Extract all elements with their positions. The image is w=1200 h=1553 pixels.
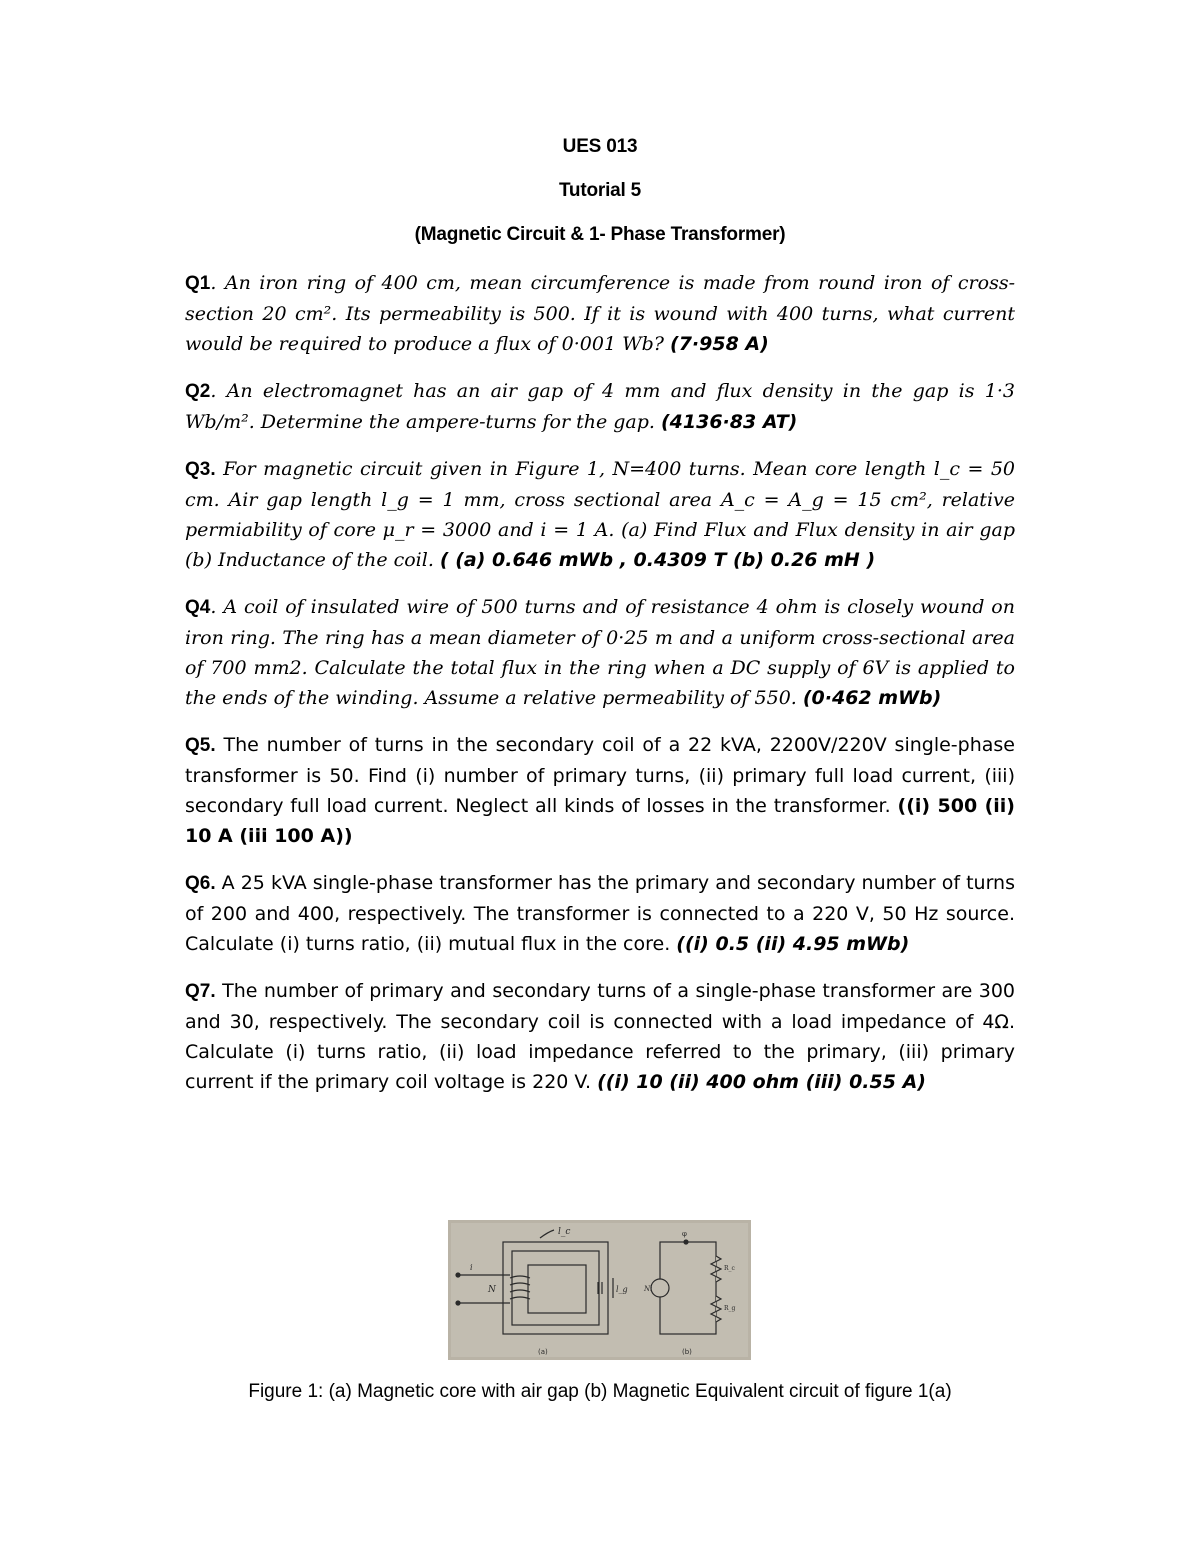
question-answer: ( (a) 0.646 mWb , 0.4309 T (b) 0.26 mH ): [439, 549, 876, 571]
magnetic-circuit-figure: [448, 1220, 751, 1360]
question-label: Q1: [185, 273, 211, 294]
label-lc: l_c: [558, 1227, 571, 1237]
question-label: Q4: [185, 597, 211, 618]
question-text: A 25 kVA single-phase transformer has the primary and secondary number of turns of 200 and 400, respectively. The transformer is connected to a 220 V, 50 Hz source. Calculate (i) turns ratio, (ii) mutual flux in the core.: [185, 872, 1015, 955]
label-a: (a): [538, 1348, 548, 1356]
mmf-source: [651, 1279, 669, 1297]
document-page: [185, 128, 1015, 1097]
label-i: i: [470, 1263, 473, 1272]
figure-caption: Figure 1: (a) Magnetic core with air gap (b) Magnetic Equivalent circuit of figure 1(a): [248, 1381, 952, 1402]
node-dot: [684, 1240, 688, 1244]
terminal: [456, 1301, 460, 1305]
figure-1-image: [448, 1220, 751, 1360]
question-text: . A coil of insulated wire of 500 turns and of resistance 4 ohm is closely wound on iron ring. The ring has a mean diameter of 0·25 m and a uniform cross-sectional area of 700 mm2. Calculate the total flux in the ring when a DC supply of 6V is applied to the ends of the winding. Assume a relative permeability of 550.: [185, 596, 1015, 709]
question-3: [185, 454, 1015, 575]
question-text: For magnetic circuit given in Figure 1, N=400 turns. Mean core length l_c = 50 cm. Air gap length l_g = 1 mm, cross sectional area A_c = A_g = 15 cm², relative permiability of core μ_r = 3000 and i = 1 A. (a) Find Flux and Flux density in air gap (b) Inductance of the coil.: [185, 458, 1015, 571]
tutorial-subtitle: (Magnetic Circuit & 1- Phase Transformer): [414, 224, 786, 245]
question-answer: ((i) 10 (ii) 400 ohm (iii) 0.55 A): [597, 1071, 926, 1093]
question-text: . An electromagnet has an air gap of 4 mm and flux density in the gap is 1·3 Wb/m². Determine the ampere-turns for the gap.: [185, 380, 1015, 433]
question-answer: (4136·83 AT): [660, 411, 798, 433]
question-label: Q7.: [185, 981, 216, 1002]
question-answer: (0·462 mWb): [802, 687, 942, 709]
label-mmf: Ni: [644, 1285, 653, 1293]
tutorial-title: Tutorial 5: [558, 180, 642, 201]
question-label: Q3.: [185, 459, 216, 480]
terminal: [456, 1273, 460, 1277]
question-6: [185, 868, 1015, 959]
label-lg: l_g: [616, 1285, 628, 1294]
question-2: [185, 376, 1015, 437]
question-text: . An iron ring of 400 cm, mean circumference is made from round iron of cross-section 20 cm². Its permeability is 500. If it is wound with 400 turns, what current would be required to produce a flux of 0·001 Wb?: [185, 272, 1015, 355]
question-text: The number of primary and secondary turns of a single-phase transformer are 300 and 30, respectively. The secondary coil is connected with a load impedance of 4Ω. Calculate (i) turns ratio, (ii) load impedance referred to the primary, (iii) primary current if the primary coil voltage is 220 V.: [185, 980, 1015, 1093]
label-N: N: [488, 1285, 496, 1295]
question-answer: ((i) 500 (ii) 10 A (iii 100 A)): [185, 795, 1015, 847]
question-label: Q2: [185, 381, 211, 402]
label-rc: R_c: [724, 1265, 735, 1272]
question-label: Q6.: [185, 873, 216, 894]
question-7: [185, 976, 1015, 1097]
label-phi: φ: [682, 1230, 687, 1238]
question-answer: (7·958 A): [670, 333, 769, 355]
question-4: [185, 592, 1015, 713]
question-answer: ((i) 0.5 (ii) 4.95 mWb): [676, 933, 910, 955]
label-rg: R_g: [724, 1305, 736, 1312]
question-5: [185, 730, 1015, 851]
question-text: The number of turns in the secondary coil of a 22 kVA, 2200V/220V single-phase transformer is 50. Find (i) number of primary turns, (ii) primary full load current, (iii) secondary full load current. Neglect all kinds of losses in the transformer.: [185, 734, 1015, 817]
course-code: UES 013: [562, 136, 638, 157]
question-1: [185, 268, 1015, 359]
label-b: (b): [682, 1348, 692, 1356]
question-label: Q5.: [185, 735, 216, 756]
